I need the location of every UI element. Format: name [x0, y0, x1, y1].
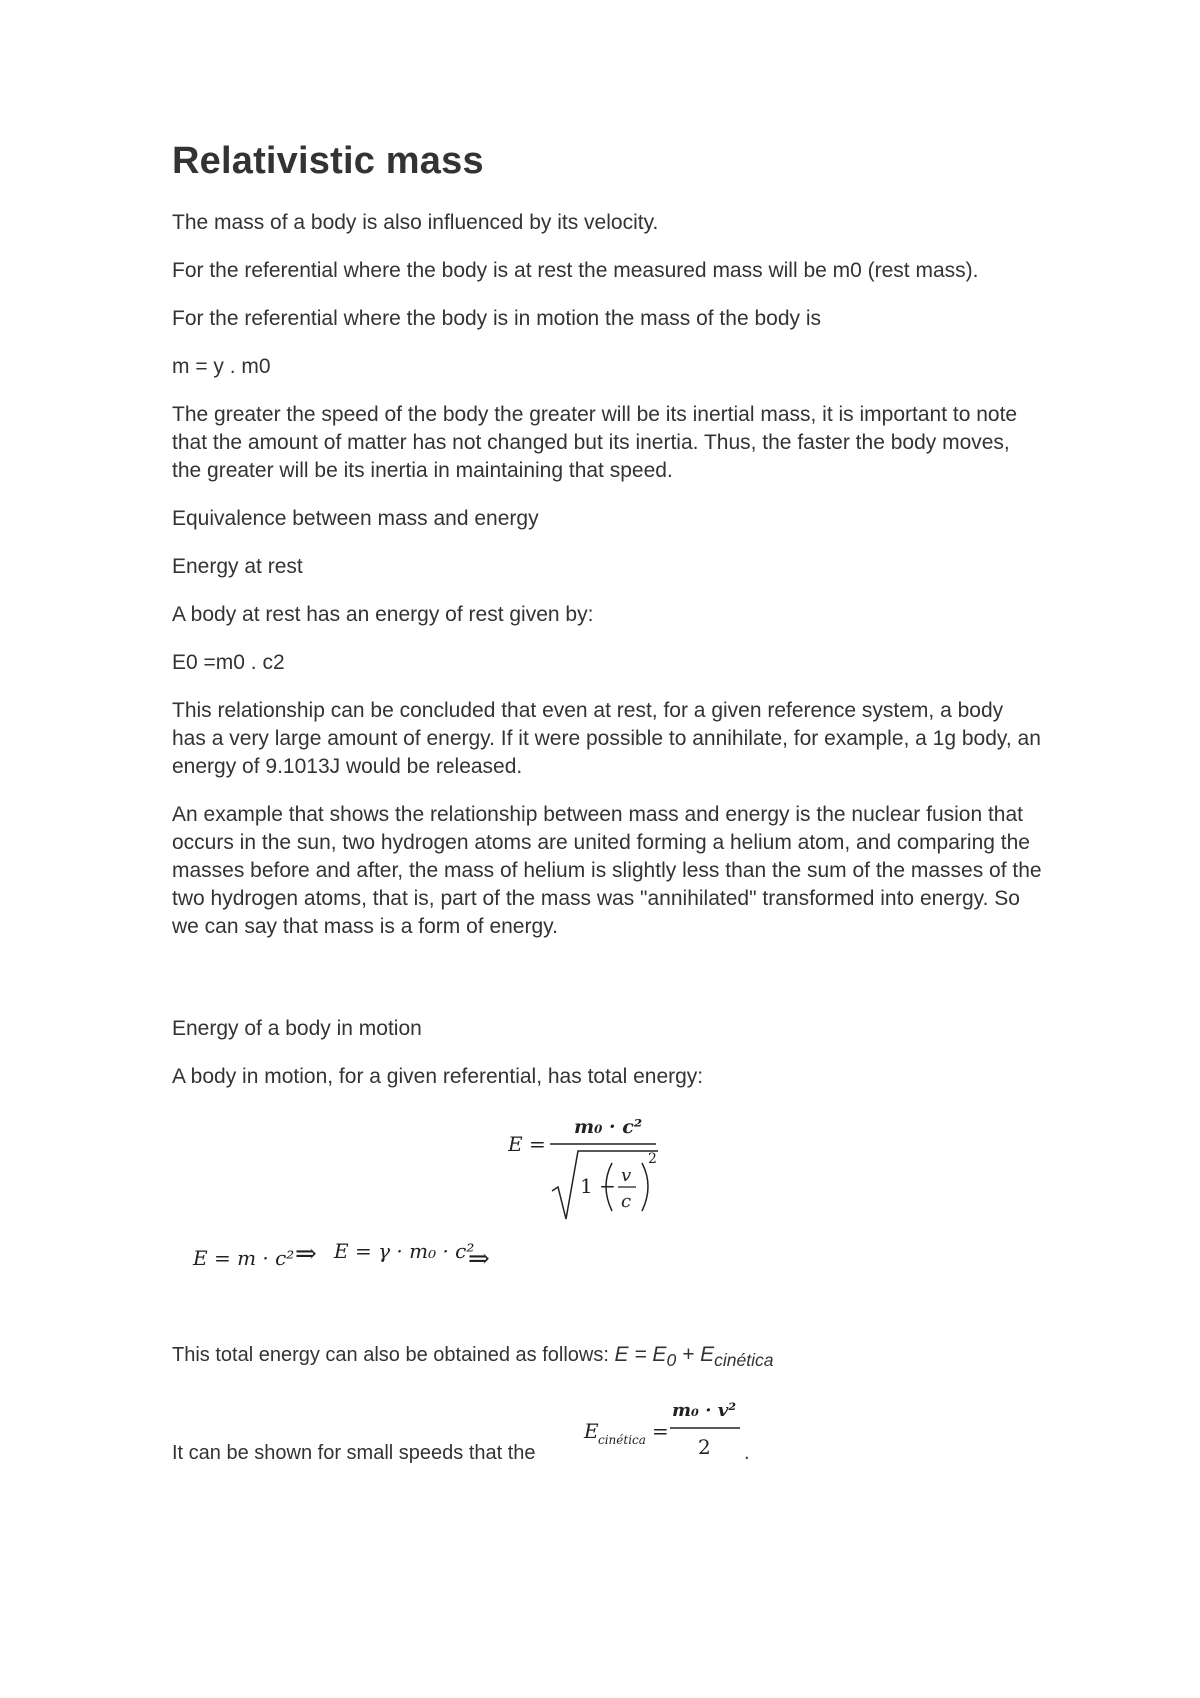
document-title: Relativistic mass	[172, 140, 484, 182]
kinetic-equals: =	[652, 1419, 669, 1444]
subsection-heading: Energy at rest	[172, 555, 303, 578]
kinetic-energy-line	[172, 1392, 1042, 1480]
kinetic-period: .	[744, 1442, 750, 1465]
equation-gamma: E = γ · m₀ · c²	[334, 1239, 475, 1263]
paragraph: For the referential where the body is in motion the mass of the body is	[172, 307, 822, 330]
right-paren	[642, 1163, 648, 1211]
kinetic-text: It can be shown for small speeds that the	[172, 1442, 536, 1465]
paragraph: The mass of a body is also influenced by its velocity.	[172, 211, 659, 234]
eq3-one-minus: 1 −	[580, 1174, 616, 1198]
subsection-heading: Energy of a body in motion	[172, 1017, 422, 1040]
formula-e: E = E	[614, 1343, 667, 1366]
paragraph: This relationship can be concluded that even at rest, for a given reference system, a body has a very large amount of energy. If it were possible to annihilate, for example, a 1g body, an energy of 9.1013J would be released.	[172, 699, 1041, 778]
eq3-numerator: m₀ · c²	[574, 1116, 643, 1138]
eq3-exponent: 2	[648, 1151, 657, 1167]
equation-full-energy	[508, 1111, 678, 1291]
implies-arrow: ⇒	[468, 1244, 490, 1274]
implies-arrow: ⇒	[295, 1239, 317, 1269]
equation-e-mc2: E = m · c²	[193, 1246, 295, 1270]
formula-sub-kinetic: cinética	[714, 1350, 774, 1371]
spacer	[172, 961, 1042, 1015]
formula-plus-e: + E	[676, 1343, 715, 1366]
eq3-lhs: E =	[508, 1132, 546, 1156]
kinetic-energy-equation	[582, 1392, 742, 1472]
paragraph: The greater the speed of the body the greater will be its inertial mass, it is important to note that the amount of matter has not changed but its inertia. Thus, the faster the body moves, the greater will be its inertia in maintaining that speed.	[172, 403, 1018, 482]
eq3-v: v	[621, 1165, 632, 1186]
paragraph: A body at rest has an energy of rest given by:	[172, 603, 594, 626]
total-energy-formula	[614, 1343, 774, 1371]
energy-equation-image	[172, 1111, 1042, 1301]
formula-sub-zero: 0	[666, 1350, 677, 1371]
eq3-c: c	[621, 1191, 632, 1212]
total-energy-text: This total energy can also be obtained as follows:	[172, 1344, 615, 1366]
kinetic-lhs: E	[584, 1419, 599, 1444]
formula-text: E0 =m0 . c2	[172, 651, 285, 674]
section-heading: Equivalence between mass and energy	[172, 507, 539, 530]
kinetic-numerator: m₀ · v²	[672, 1400, 737, 1422]
paragraph: An example that shows the relationship between mass and energy is the nuclear fusion that occurs in the sun, two hydrogen atoms are united forming a helium atom, and comparing the masses before and after, the mass of helium is slightly less than the sum of the masses of the two hydrogen atoms, that is, part of the mass was "annihilated" transformed into energy. So we can say that mass is a form of energy.	[172, 803, 1042, 938]
formula-text: m = y . m0	[172, 355, 271, 378]
paragraph: A body in motion, for a given referential, has total energy:	[172, 1065, 704, 1088]
document-page	[172, 140, 1042, 1480]
total-energy-sentence	[172, 1341, 1042, 1374]
kinetic-denominator: 2	[698, 1435, 711, 1460]
kinetic-lhs-sub: cinética	[598, 1433, 646, 1448]
paragraph: For the referential where the body is at rest the measured mass will be m0 (rest mass).	[172, 259, 979, 282]
